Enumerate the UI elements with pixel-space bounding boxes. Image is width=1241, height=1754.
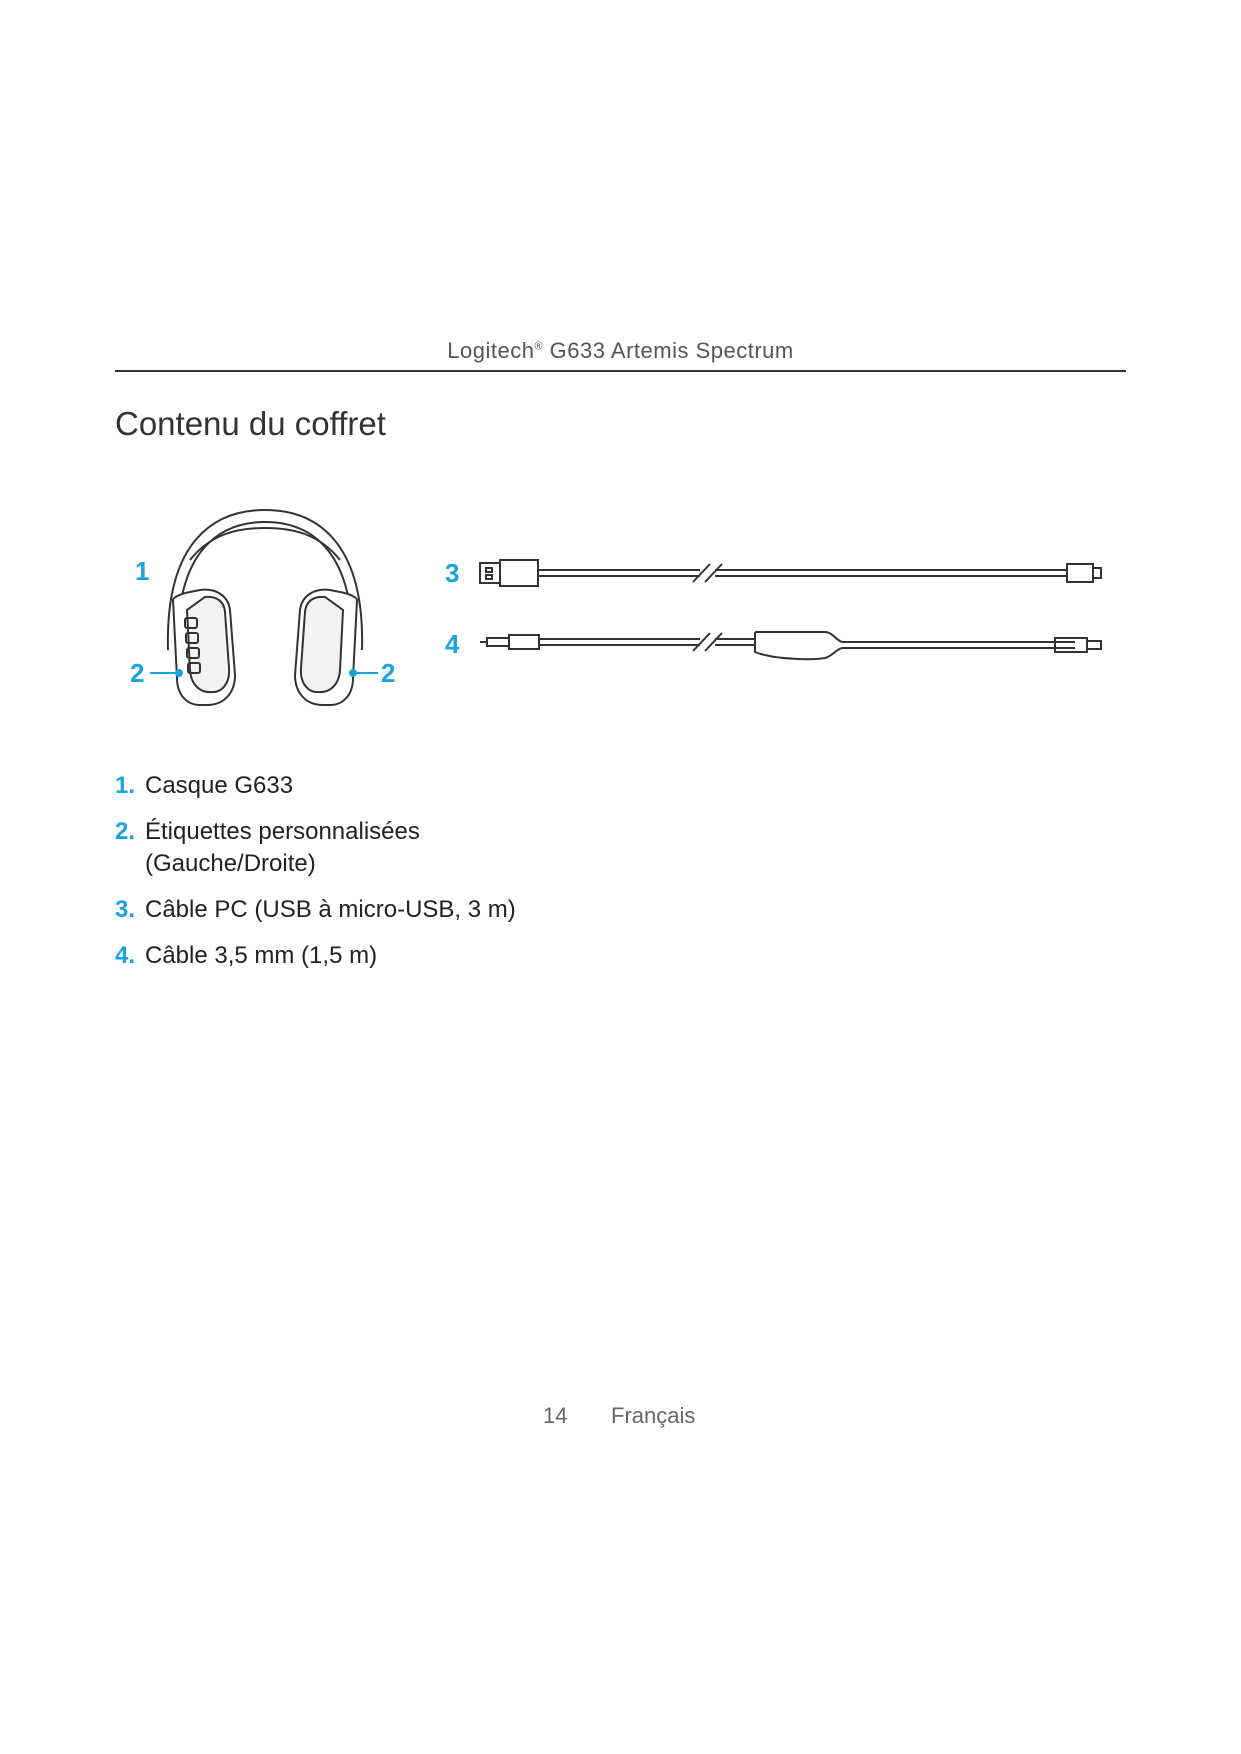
header-rule xyxy=(115,370,1126,372)
item-text: Étiquettes personnalisées (Gauche/Droite) xyxy=(145,818,420,877)
list-item xyxy=(115,816,815,880)
item-text: Casque G633 xyxy=(145,772,294,799)
list-item xyxy=(115,770,815,802)
page-number: 14 xyxy=(543,1403,568,1428)
callout-2-right: 2 xyxy=(381,658,396,688)
registered-mark: ® xyxy=(534,340,544,353)
footer-language: Français xyxy=(611,1403,696,1428)
contents-list xyxy=(115,770,815,986)
callout-2-left: 2 xyxy=(130,658,145,688)
item-number: 1. xyxy=(115,772,136,799)
item-number: 3. xyxy=(115,896,136,923)
callout-1: 1 xyxy=(135,556,150,586)
item-text: Câble PC (USB à micro-USB, 3 m) xyxy=(145,896,516,923)
header-brand: Logitech xyxy=(447,338,535,363)
list-item xyxy=(115,940,815,972)
section-title: Contenu du coffret xyxy=(115,405,386,442)
item-number: 2. xyxy=(115,818,136,845)
headset-icon xyxy=(168,510,362,705)
item-text: Câble 3,5 mm (1,5 m) xyxy=(145,942,378,969)
list-item xyxy=(115,894,815,926)
audio-cable-icon xyxy=(480,632,1101,659)
usb-cable-icon xyxy=(480,560,1101,586)
callout-4: 4 xyxy=(445,629,460,659)
box-contents-illustration xyxy=(115,500,1126,730)
item-number: 4. xyxy=(115,942,136,969)
document-header xyxy=(0,338,1241,364)
callout-3: 3 xyxy=(445,558,460,588)
header-product: G633 Artemis Spectrum xyxy=(543,338,794,363)
